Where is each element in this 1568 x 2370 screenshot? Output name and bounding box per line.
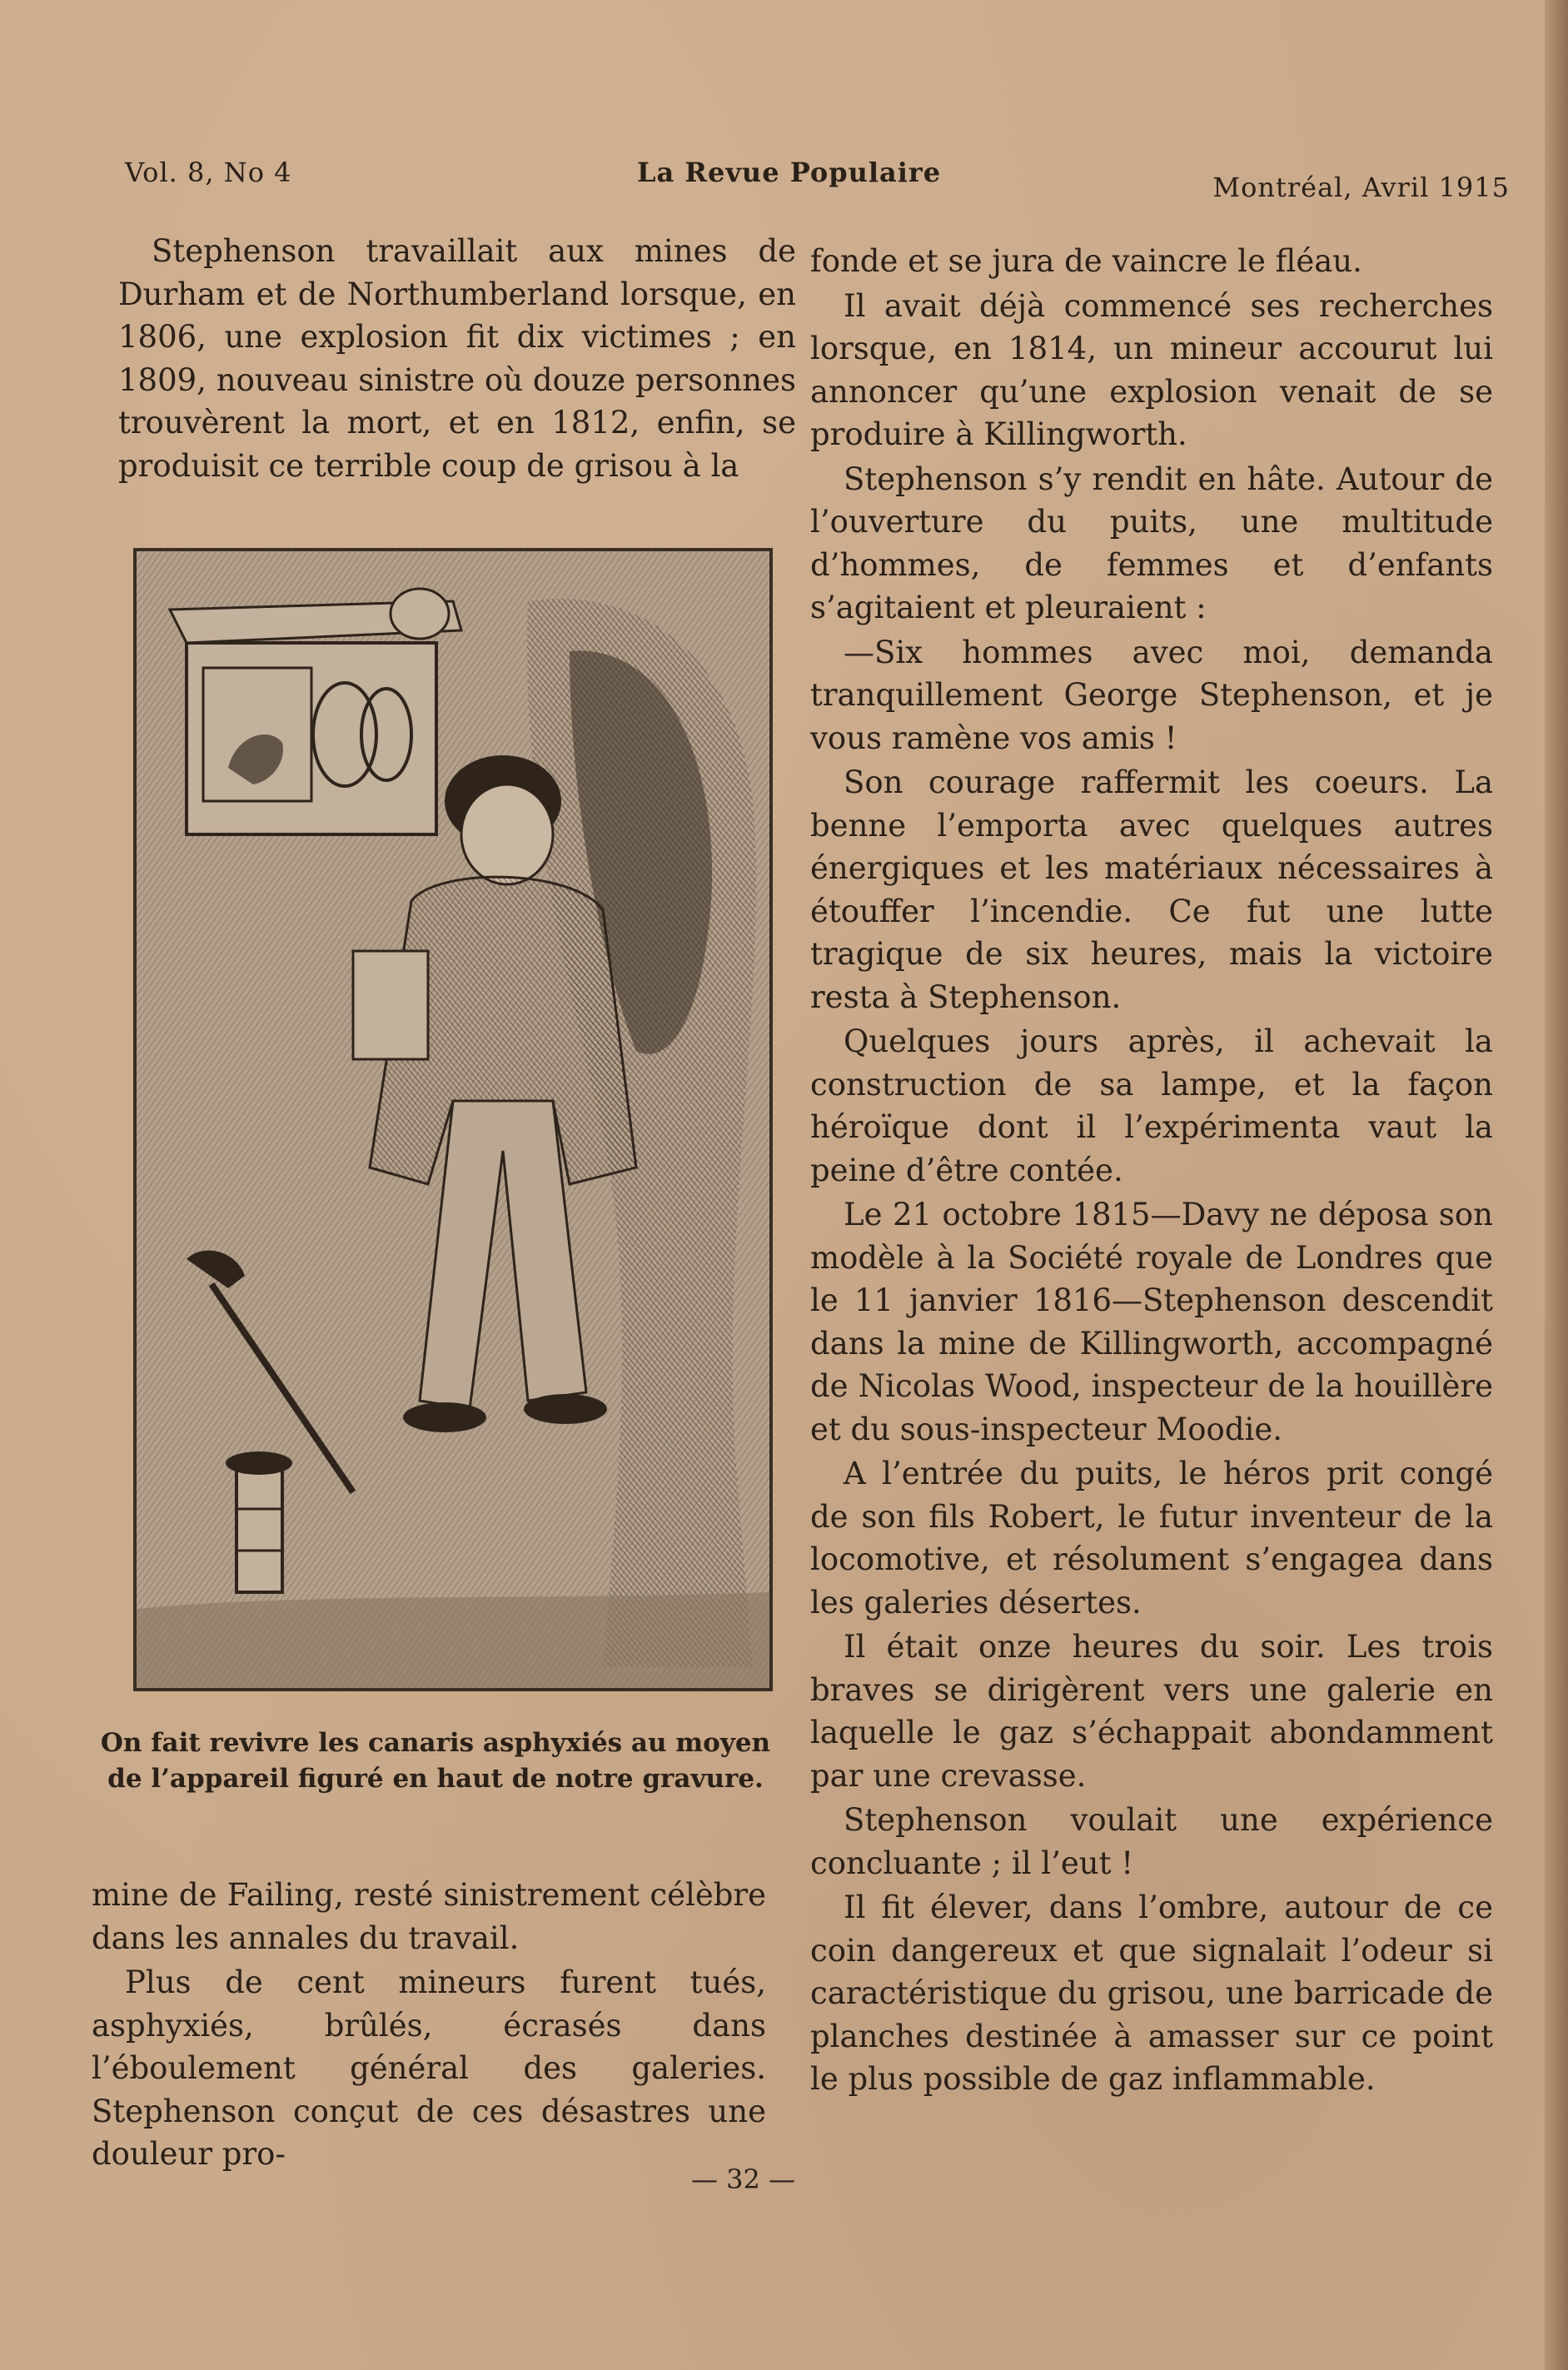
paragraph: Il avait déjà commencé ses recherches lorsque, en 1814, un mineur accourut lui annoncer qu’une explosion venait de se produire à Killingworth. [810, 287, 1493, 452]
paragraph: mine de Failing, resté sinistrement célèbre dans les annales du travail. [92, 1877, 766, 1956]
journal-title: La Revue Populaire [637, 157, 942, 188]
volume-number: Vol. 8, No 4 [125, 157, 292, 188]
paragraph: —Six hommes avec moi, demanda tranquillement George Stephenson, et je vous ramène vos amis ! [810, 634, 1493, 756]
paragraph: Il était onze heures du soir. Les trois braves se dirigèrent vers une galerie en laquelle le gaz s’échappait abondamment par une crevasse. [810, 1629, 1493, 1794]
right-column [810, 240, 1493, 2101]
left-column-top [118, 230, 796, 487]
paragraph: Son courage raffermit les coeurs. La benne l’emporta avec quelques autres énergiques et les matériaux nécessaires à étouffer l’incendie. Ce fut une lutte tragique de six heures, mais la victoire resta à Stephenson. [810, 764, 1493, 1015]
page-number: — 32 — [691, 2163, 796, 2195]
paragraph: Quelques jours après, il achevait la construction de sa lampe, et la façon héroïque dont il l’expérimenta vaut la peine d’être contée. [810, 1023, 1493, 1188]
engraving-figure [133, 548, 773, 1691]
paragraph: Plus de cent mineurs furent tués, asphyxiés, brûlés, écrasés dans l’éboulement général des galeries. Stephenson conçut de ces désastres une douleur pro- [92, 1964, 766, 2172]
miner-engraving-illustration [137, 551, 769, 1688]
paragraph: Stephenson s’y rendit en hâte. Autour de l’ouverture du puits, une multitude d’hommes, de femmes et d’enfants s’agitaient et pleuraient : [810, 461, 1493, 625]
paragraph: Stephenson travaillait aux mines de Durham et de Northumberland lorsque, en 1806, une explosion fit dix victimes ; en 1809, nouveau sinistre où douze personnes trouvèrent la mort, et en 1812, enfin, se produisit ce terrible coup de grisou à la [118, 233, 796, 484]
paragraph: fonde et se jura de vaincre le fléau. [810, 243, 1362, 279]
page-edge [1545, 0, 1568, 2370]
paragraph: A l’entrée du puits, le héros prit congé de son fils Robert, le futur inventeur de la locomotive, et résolument s’engagea dans les galeries désertes. [810, 1456, 1493, 1621]
paragraph: Stephenson voulait une expérience concluante ; il l’eut ! [810, 1802, 1493, 1881]
place-date: Montréal, Avril 1915 [1212, 172, 1510, 203]
left-column-bottom [92, 1874, 766, 2176]
paragraph: Le 21 octobre 1815—Davy ne déposa son modèle à la Société royale de Londres que le 11 janvier 1816—Stephenson descendit dans la mine de Killingworth, accompagné de Nicolas Wood, inspecteur de la houillère et du sous-inspecteur Moodie. [810, 1197, 1493, 1447]
figure-caption: On fait revivre les canaris asphyxiés au moyen de l’appareil figuré en haut de notre gravure. [100, 1728, 771, 1794]
paragraph: Il fit élever, dans l’ombre, autour de ce coin dangereux et que signalait l’odeur si caractéristique du grisou, une barricade de planches destinée à amasser sur ce point le plus possible de gaz inflammable. [810, 1890, 1493, 2097]
